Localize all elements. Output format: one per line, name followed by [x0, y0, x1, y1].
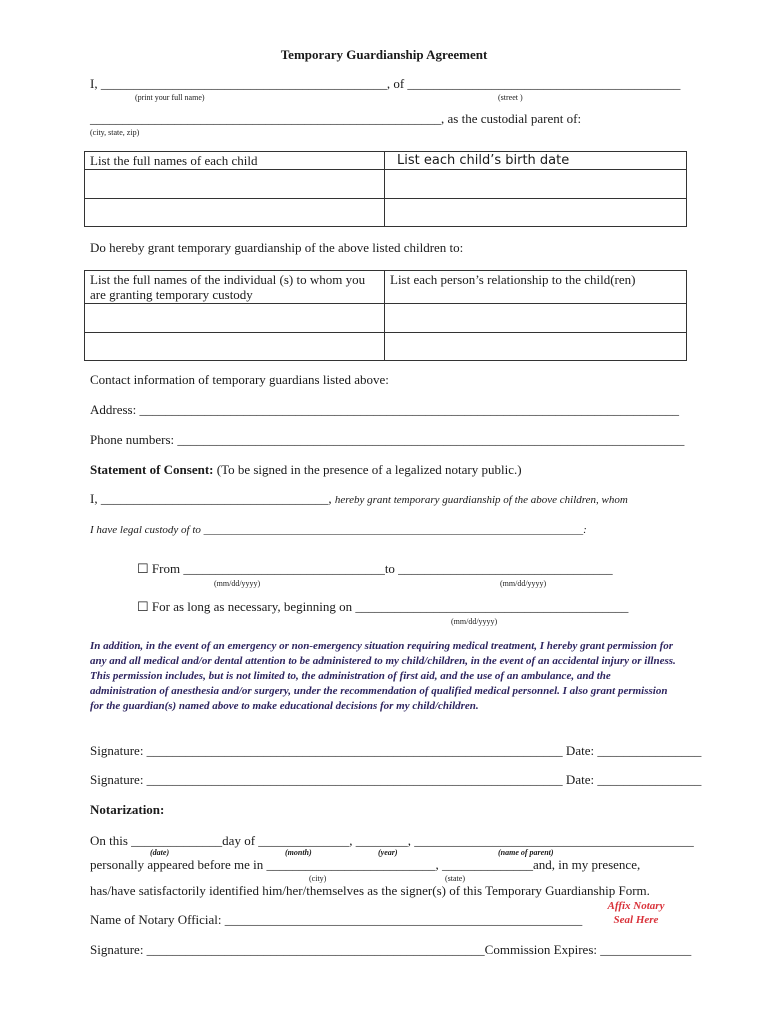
city-hint: (city)	[309, 874, 327, 883]
child-name-cell[interactable]	[85, 199, 385, 227]
state-hint: (state)	[445, 874, 465, 883]
notary-date-line[interactable]: On this ______________day of ______________, ________, ___________________________________________	[90, 833, 694, 848]
consent-line-1[interactable]	[90, 491, 628, 508]
form-title: Temporary Guardianship Agreement	[280, 47, 488, 62]
children-birthdate-header: List each child’s birth date	[385, 152, 687, 170]
guardian-name-cell[interactable]	[85, 333, 385, 361]
consent-line-2[interactable]: I have legal custody of to _____________________________________________________________________:	[90, 524, 587, 536]
guardian-name-header: List the full names of the individual (s) to whom you are granting temporary custody	[85, 271, 385, 304]
child-birthdate-cell[interactable]	[385, 199, 687, 227]
street-hint: (street )	[498, 93, 523, 102]
month-hint: (month)	[285, 848, 312, 857]
children-table	[84, 151, 687, 227]
child-birthdate-cell[interactable]	[385, 170, 687, 199]
parent-name-hint: (name of parent)	[498, 848, 554, 857]
notary-name-line[interactable]: Name of Notary Official: _______________________________________________________	[90, 912, 583, 927]
phone-line[interactable]: Phone numbers: ______________________________________________________________________________	[90, 432, 685, 447]
contact-heading: Contact information of temporary guardians listed above:	[90, 372, 389, 387]
consent-statement	[90, 462, 522, 478]
from-date-hint: (mm/dd/yyyy)	[214, 579, 261, 588]
city-state-zip-hint: (city, state, zip)	[90, 128, 140, 137]
children-name-header: List the full names of each child	[85, 152, 385, 170]
consent-name-blank[interactable]: I, ___________________________________,	[90, 491, 332, 506]
medical-permission-paragraph: In addition, in the event of an emergency or non-emergency situation requiring medical treatment, I hereby grant permission for any and all medical and/or dental attention to be administered to my child/children, in the event of an accidental injury or illness. This permission includes, but is not limited to, the administration of first aid, and the use of an ambulance, and the administration of anesthesia and/or surgery, under the recommendation of qualified medical personnel. I also grant permission for the guardian(s) named above to make educational decisions for my child/children.	[90, 640, 676, 712]
signature-date-line-1[interactable]: Signature: ________________________________________________________________ Date: ________________	[90, 743, 702, 758]
date-range-option[interactable]: ☐ From _______________________________to _________________________________	[137, 561, 613, 576]
identification-statement: has/have satisfactorily identified him/her/themselves as the signer(s) of this Temporary Guardianship Form.	[90, 883, 650, 898]
parent-name-street-line[interactable]: I, ____________________________________________, of __________________________________________	[90, 76, 681, 91]
as-long-as-necessary-option[interactable]: ☐ For as long as necessary, beginning on __________________________________________	[137, 599, 629, 614]
guardian-relationship-cell[interactable]	[385, 304, 687, 333]
consent-note: (To be signed in the presence of a legalized notary public.)	[216, 462, 522, 477]
notary-seal-area: Affix Notary Seal Here	[607, 900, 665, 926]
signature-date-line-2[interactable]: Signature: ________________________________________________________________ Date: ________________	[90, 772, 702, 787]
guardians-table	[84, 270, 687, 361]
consent-label: Statement of Consent:	[90, 462, 214, 477]
guardian-relationship-cell[interactable]	[385, 333, 687, 361]
consent-grant-text: hereby grant temporary guardianship of the above children, whom	[334, 494, 628, 506]
to-date-hint: (mm/dd/yyyy)	[500, 579, 547, 588]
notarization-heading: Notarization:	[90, 802, 165, 817]
beginning-date-hint: (mm/dd/yyyy)	[451, 617, 498, 626]
year-hint: (year)	[378, 848, 398, 857]
child-name-cell[interactable]	[85, 170, 385, 199]
notary-location-line[interactable]: personally appeared before me in __________________________, ______________and, in my presence,	[90, 857, 641, 872]
grant-text: Do hereby grant temporary guardianship of the above listed children to:	[90, 240, 464, 255]
date-hint: (date)	[150, 848, 170, 857]
notary-signature-line[interactable]: Signature: ____________________________________________________Commission Expires: ______________	[90, 942, 692, 957]
guardian-relationship-header: List each person’s relationship to the child(ren)	[385, 271, 687, 304]
guardian-name-cell[interactable]	[85, 304, 385, 333]
address-line[interactable]: Address: ___________________________________________________________________________________	[90, 402, 679, 417]
print-name-hint: (print your full name)	[135, 93, 205, 102]
city-state-zip-line[interactable]: ______________________________________________________, as the custodial parent of:	[90, 111, 582, 126]
